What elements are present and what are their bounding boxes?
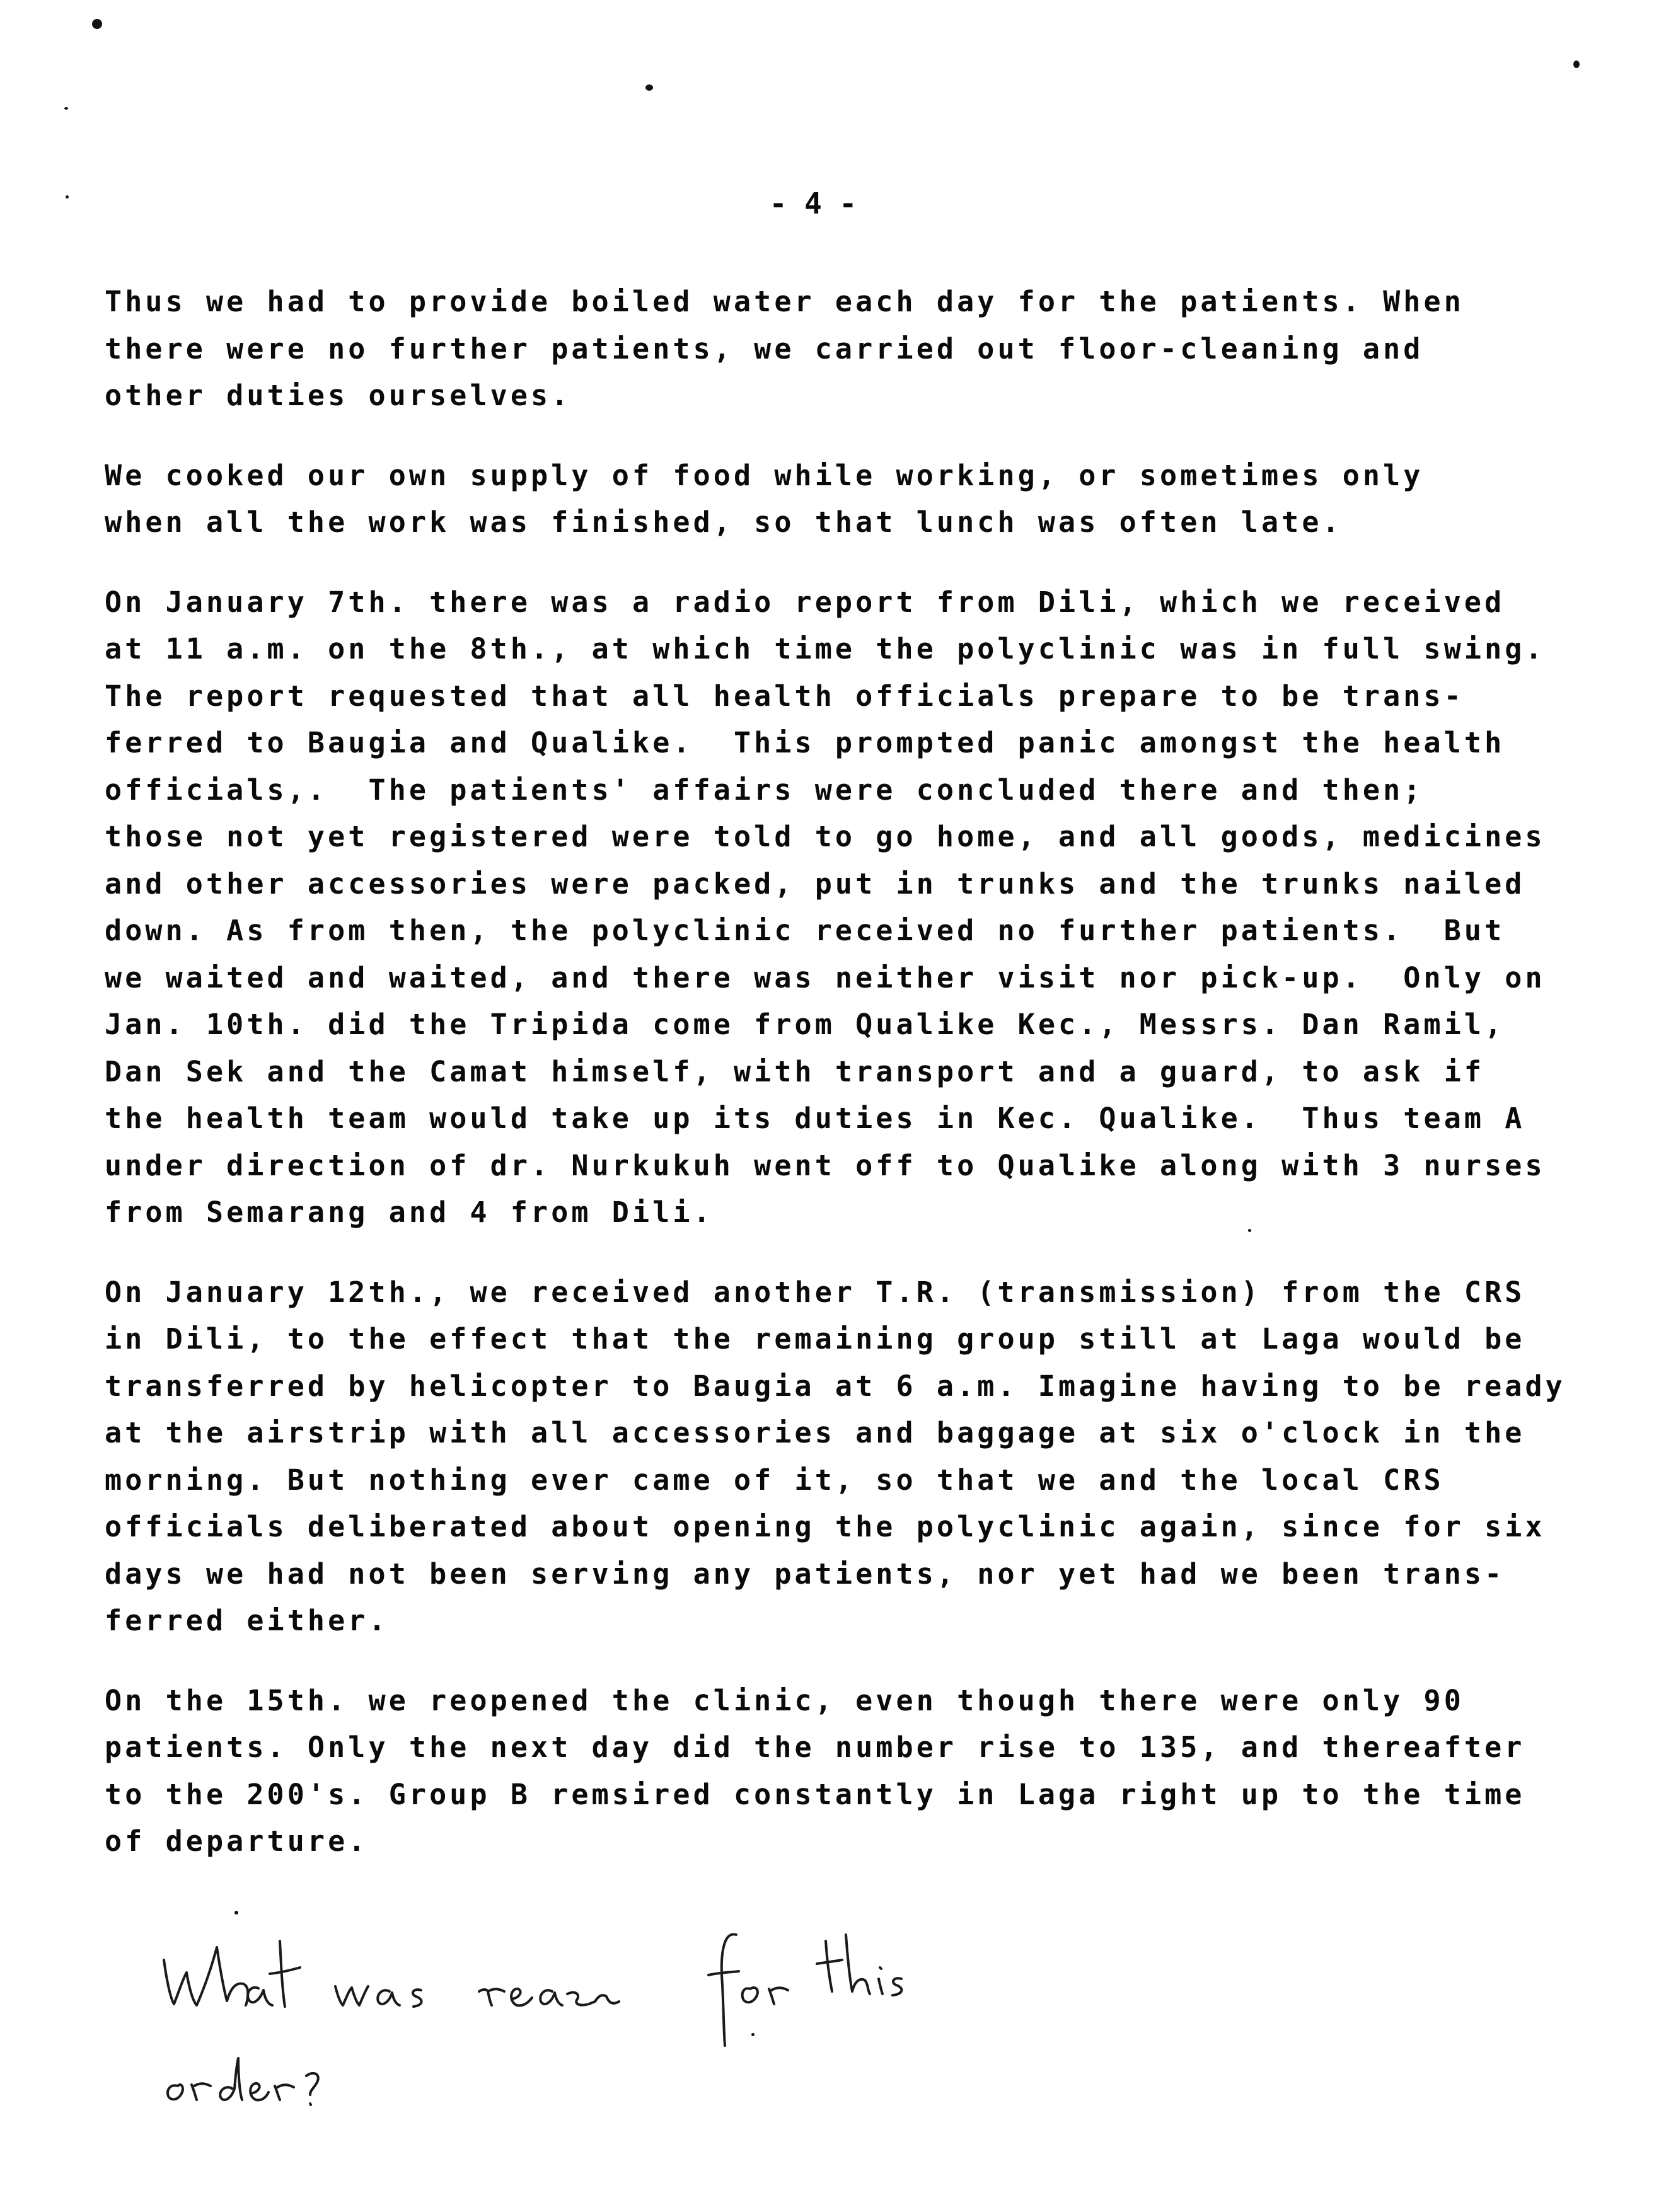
paragraph: [105, 279, 1554, 420]
text-line: officials deliberated about opening the polyclinic again, since for six: [105, 1510, 1546, 1543]
text-line: Dan Sek and the Camat himself, with transport and a guard, to ask if: [105, 1054, 1485, 1088]
handwritten-note: [151, 1928, 908, 2117]
text-line: morning. But nothing ever came of it, so that we and the local CRS: [105, 1463, 1444, 1497]
text-line: we waited and waited, and there was neither visit nor pick-up. Only on: [105, 960, 1546, 994]
text-line: Thus we had to provide boiled water each day for the patients. When: [105, 285, 1464, 318]
scan-speck: [234, 1911, 238, 1915]
text-line: when all the work was finished, so that lunch was often late.: [105, 505, 1343, 539]
scan-speck: [66, 195, 69, 199]
scan-speck: [645, 84, 653, 91]
paragraph: [105, 1678, 1554, 1865]
text-line: The report requested that all health officials prepare to be trans-: [105, 679, 1464, 713]
text-line: officials,. The patients' affairs were concluded there and then;: [105, 773, 1424, 807]
text-line: down. As from then, the polyclinic received no further patients. But: [105, 914, 1505, 947]
text-line: patients. Only the next day did the number rise to 135, and thereafter: [105, 1731, 1525, 1764]
paragraph: [105, 579, 1554, 1236]
text-line: ferred either.: [105, 1604, 389, 1637]
text-line: ferred to Baugia and Qualike. This prompted panic amongst the health: [105, 726, 1505, 759]
text-line: On the 15th. we reopened the clinic, even though there were only 90: [105, 1683, 1464, 1717]
text-line: other duties ourselves.: [105, 379, 572, 412]
paragraph: [105, 1269, 1566, 1645]
text-line: at 11 a.m. on the 8th., at which time the polyclinic was in full swing.: [105, 632, 1546, 665]
scan-speck: [64, 107, 68, 110]
text-line: of departure.: [105, 1824, 369, 1858]
page-number: - 4 -: [769, 187, 857, 221]
text-line: under direction of dr. Nurkukuh went off to Qualike along with 3 nurses: [105, 1148, 1546, 1182]
text-line: On January 12th., we received another T.R. (transmission) from the CRS: [105, 1275, 1525, 1309]
text-line: days we had not been serving any patients, nor yet had we been trans-: [105, 1557, 1505, 1591]
text-line: the health team would take up its duties in Kec. Qualike. Thus team A: [105, 1102, 1525, 1135]
scan-speck: [1573, 60, 1580, 68]
text-line: there were no further patients, we carried out floor-cleaning and: [105, 331, 1424, 366]
paragraph: [105, 452, 1554, 546]
text-line: at the airstrip with all accessories and baggage at six o'clock in the: [105, 1416, 1525, 1449]
text-line: to the 200's. Group B remsired constantly in Laga right up to the time: [105, 1777, 1525, 1811]
text-line: Jan. 10th. did the Tripida come from Qualike Kec., Messrs. Dan Ramil,: [105, 1008, 1505, 1041]
text-line: We cooked our own supply of food while working, or sometimes only: [105, 458, 1424, 492]
text-line: On January 7th. there was a radio report from Dili, which we received: [105, 585, 1505, 619]
text-line: in Dili, to the effect that the remaining group still at Laga would be: [105, 1322, 1525, 1356]
scan-speck: [92, 19, 102, 29]
text-line: from Semarang and 4 from Dili.: [105, 1195, 714, 1229]
text-line: those not yet registered were told to go home, and all goods, medicines: [105, 820, 1546, 853]
text-line: and other accessories were packed, put in trunks and the trunks nailed: [105, 867, 1525, 901]
text-line: transferred by helicopter to Baugia at 6 a.m. Imagine having to be ready: [105, 1369, 1566, 1403]
body-text: [105, 279, 1566, 1898]
